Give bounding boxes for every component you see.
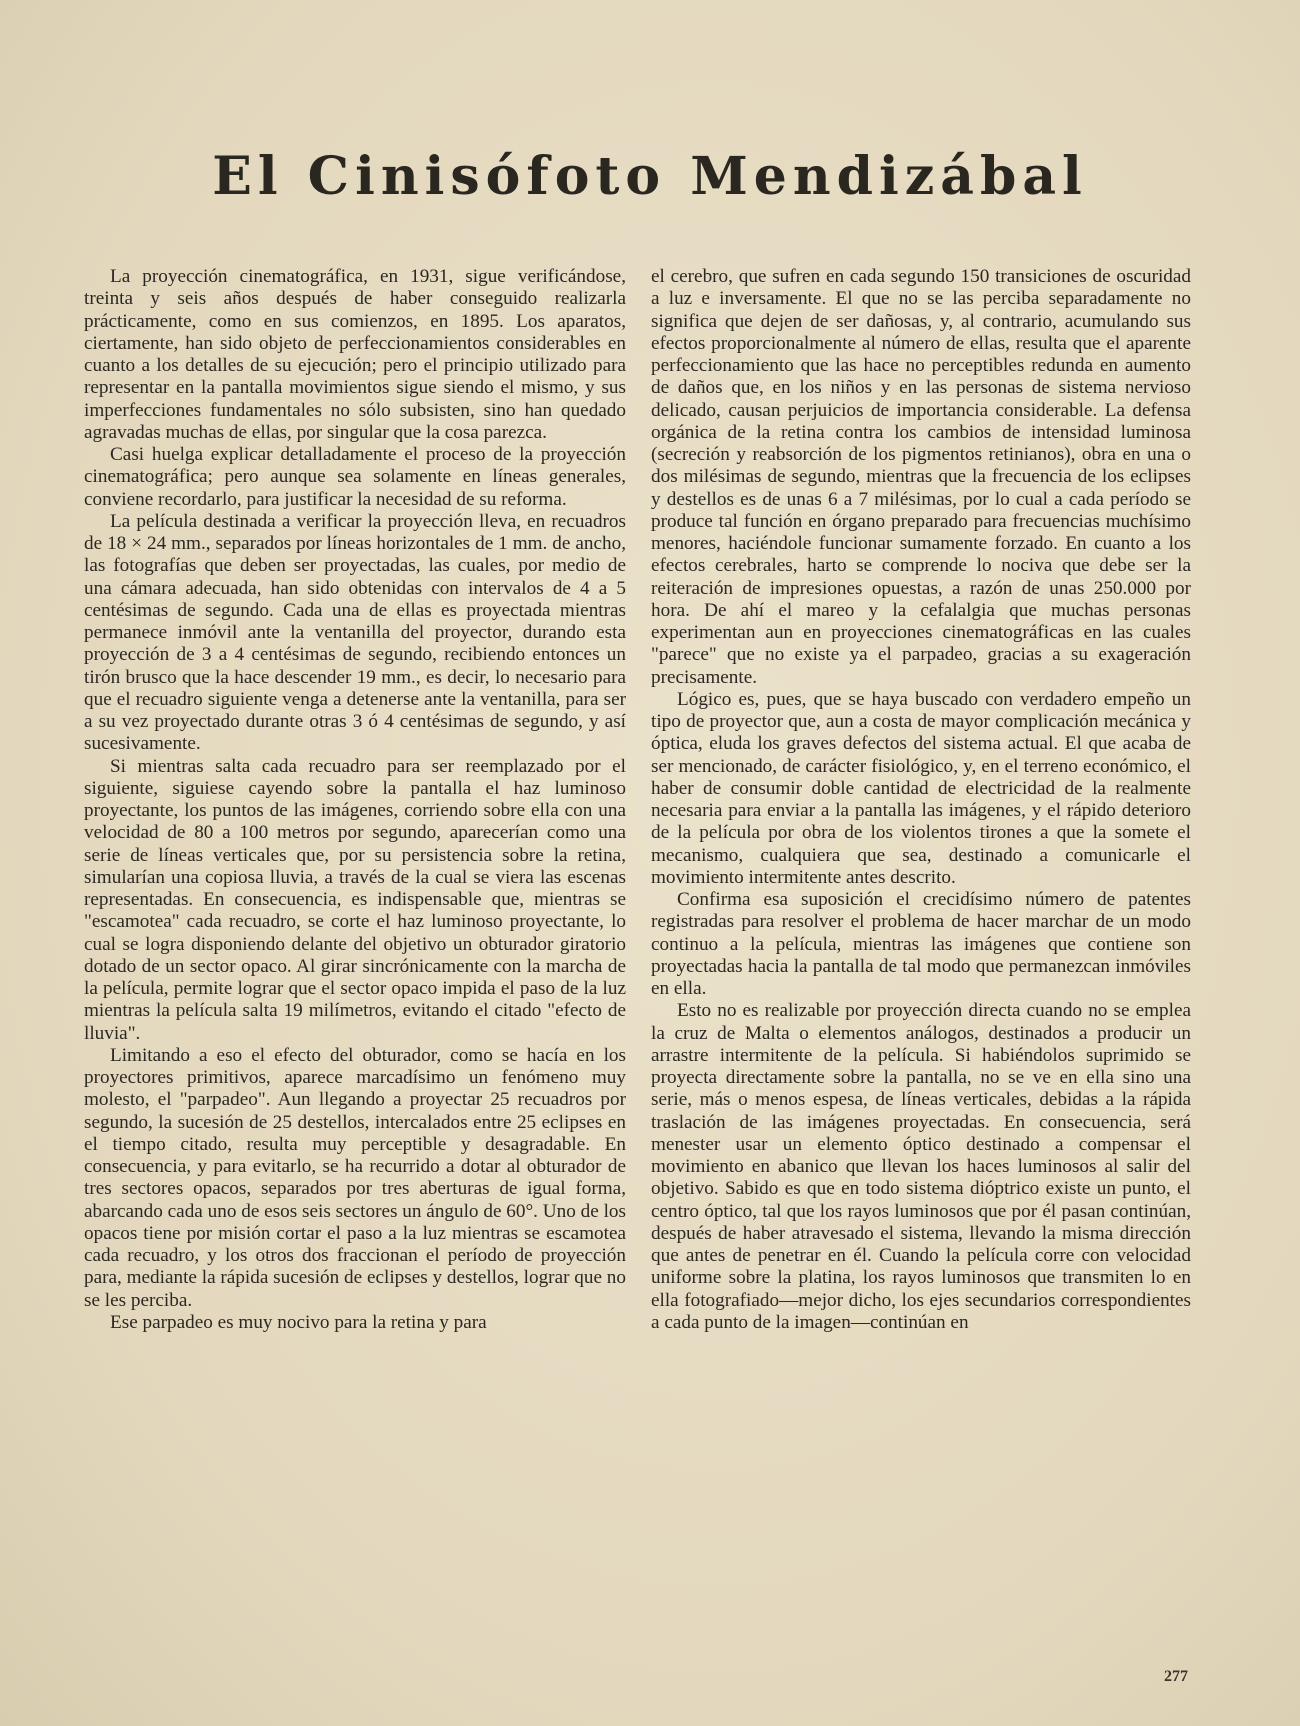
paragraph: Esto no es realizable por proyección directa cuando no se emplea la cruz de Malta o elementos análogos, destinados a producir un arrastre intermitente de la película. Si habiéndolos suprimido se proyecta directamente sobre la pantalla, no se ve en ella sino una serie, más o menos espesa, de líneas verticales, debidas a la rápida traslación de las imágenes proyectadas. En consecuencia, será menester usar un elemento óptico destinado a compensar el movimiento en abanico que llevan los haces luminosos al salir del objetivo. Sabido es que en todo sistema dióptrico existe un punto, el centro óptico, tal que los rayos luminosos que por él pasan continúan, después de haber atravesado el sistema, llevando la misma dirección que antes de penetrar en él. Cuando la película corre con velocidad uniforme sobre la platina, los rayos luminosos que transmiten lo en ella fotografiado—mejor dicho, los ejes secundarios correspondientes a cada punto de la imagen—continúan en (651, 1000, 1191, 1333)
paragraph: Ese parpadeo es muy nocivo para la retina y para (110, 1311, 487, 1333)
article-title: El Cinisófoto Mendizábal (212, 146, 1088, 207)
paragraph: Limitando a eso el efecto del obturador, como se hacía en los proyectores primitivos, aparece marcadísimo un fenómeno muy molesto, el "parpadeo". Aun llegando a proyectar 25 recuadros por segundo, la sucesión de 25 destellos, intercalados entre 25 eclipses en el tiempo citado, resulta muy perceptible y desagradable. En consecuencia, y para evitarlo, se ha recurrido a dotar al obturador de tres sectores opacos, separados por tres aberturas de igual forma, abarcando cada uno de esos seis sectores un ángulo de 60°. Uno de los opacos tiene por misión cortar el paso a la luz mientras se escamotea cada recuadro, y los otros dos fraccionan el período de proyección para, mediante la rápida sucesión de eclipses y destellos, lograr que no se les perciba. (84, 1044, 626, 1311)
page-number: 277 (1164, 1668, 1188, 1685)
paragraph: La proyección cinematográfica, en 1931, sigue verificándose, treinta y seis años después de haber conseguido realizarla prácticamente, como en sus comienzos, en 1895. Los aparatos, ciertamente, han sido objeto de perfeccionamientos considerables en cuanto a los detalles de su ejecución; pero el principio utilizado para representar en la pantalla movimientos sigue siendo el mismo, y sus imperfecciones fundamentales no sólo subsisten, sino han quedado agravadas muchas de ellas, por singular que la cosa parezca. (84, 266, 626, 443)
paragraph: Confirma esa suposición el crecidísimo número de patentes registradas para resolver el problema de hacer marchar de un modo continuo a la película, mientras las imágenes que contiene son proyectadas hacia la pantalla de tal modo que permanezcan inmóviles en ella. (651, 889, 1191, 999)
paragraph: Si mientras salta cada recuadro para ser reemplazado por el siguiente, siguiese cayendo sobre la pantalla el haz luminoso proyectante, los puntos de las imágenes, corriendo sobre ella con una velocidad de 80 a 100 metros por segundo, aparecerían como una serie de líneas verticales que, por su persistencia sobre la retina, simularían una copiosa lluvia, a través de la cual se viera las escenas representadas. En consecuencia, es indispensable que, mientras se "escamotea" cada recuadro, se corte el haz luminoso proyectante, lo cual se logra disponiendo delante del objetivo un obturador giratorio dotado de un sector opaco. Al girar sincrónicamente con la marcha de la película, permite lograr que el sector opaco impida el paso de la luz mientras la película salta 19 milímetros, evitando el citado "efecto de lluvia". (84, 755, 626, 1044)
paragraph: La película destinada a verificar la proyección lleva, en recuadros de 18 × 24 mm., separados por líneas horizontales de 1 mm. de ancho, las fotografías que deben ser proyectadas, las cuales, por medio de una cámara adecuada, han sido obtenidas con intervalos de 4 a 5 centésimas de segundo. Cada una de ellas es proyectada mientras permanece inmóvil ante la ventanilla del proyector, durando esta proyección de 3 a 4 centésimas de segundo, recibiendo entonces un tirón brusco que la hace descender 19 mm., es decir, lo necesario para que el recuadro siguiente venga a detenerse ante la ventanilla, para ser a su vez proyectado durante otras 3 ó 4 centésimas de segundo, y así sucesivamente. (84, 510, 626, 755)
paragraph: Casi huelga explicar detalladamente el proceso de la proyección cinematográfica; pero aunque sea solamente en líneas generales, conviene recordarlo, para justificar la necesidad de su reforma. (84, 444, 626, 510)
left-column (84, 266, 626, 1334)
paragraph-continued: el cerebro, que sufren en cada segundo 150 transiciones de oscuridad a luz e inversamente. El que no se las perciba separadamente no significa que dejen de ser dañosas, y, al contrario, acumulando sus efectos proporcionalmente al número de ellas, resulta que el aparente perfeccionamiento que las hace no perceptibles redunda en aumento de daños que, en los niños y en las personas de sistema nervioso delicado, causan perjuicios de importancia considerable. La defensa orgánica de la retina contra los cambios de intensidad luminosa (secreción y reabsorción de los pigmentos retinianos), obra en una o dos milésimas de segundo, mientras que la frecuencia de los eclipses y destellos es de unas 6 a 7 milésimas, por lo cual a cada período se produce tal función en órgano preparado para frecuencias muchísimo menores, haciéndole funcionar sumamente forzado. En cuanto a los efectos cerebrales, harto se comprende lo nociva que debe ser la reiteración de impresiones opuestas, a razón de unas 250.000 por hora. De ahí el mareo y la cefalalgia que muchas personas experimentan aun en proyecciones cinematográficas en las cuales "parece" que no existe ya el parpadeo, gracias a su exageración precisamente. (651, 266, 1191, 688)
right-column (651, 266, 1191, 1334)
paragraph: Lógico es, pues, que se haya buscado con verdadero empeño un tipo de proyector que, aun a costa de mayor complicación mecánica y óptica, eluda los graves defectos del sistema actual. El que acaba de ser mencionado, de carácter fisiológico, y, en el terreno económico, el haber de consumir doble cantidad de electricidad de la realmente necesaria para enviar a la pantalla las imágenes, y el rápido deterioro de la película por obra de los violentos tirones a que la somete el mecanismo, cualquiera que sea, destinado a comunicarle el movimiento intermitente antes descrito. (651, 688, 1191, 888)
